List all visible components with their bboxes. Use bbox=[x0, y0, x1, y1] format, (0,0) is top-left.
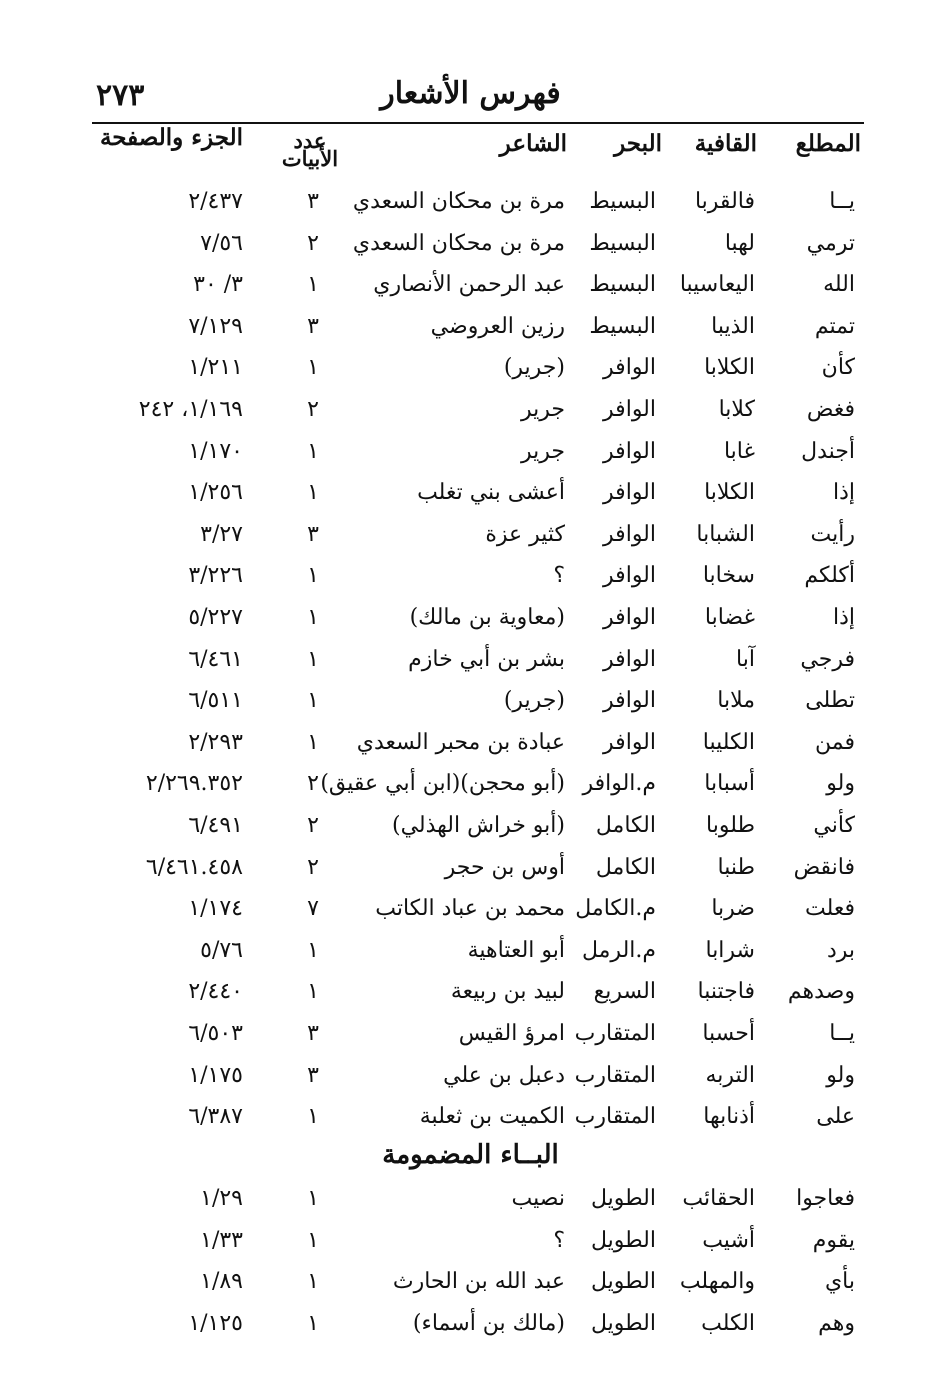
verse-count-cell: ١ bbox=[307, 272, 319, 298]
opening-cell: فانقض bbox=[793, 854, 855, 880]
rhyme-cell: أذنابها bbox=[703, 1104, 755, 1130]
poet-cell: (مالك بن أسماء) bbox=[412, 1310, 565, 1336]
verse-count-cell: ٣ bbox=[307, 521, 319, 547]
rhyme-cell: والمهلب bbox=[679, 1269, 755, 1295]
verse-count-cell: ١ bbox=[307, 979, 319, 1005]
opening-cell: فمن bbox=[815, 729, 855, 755]
meter-cell: م.الوافر bbox=[582, 771, 656, 797]
verse-count-cell: ٣ bbox=[307, 189, 319, 214]
opening-cell: وصدهم bbox=[787, 979, 855, 1005]
opening-cell: ولو bbox=[826, 1062, 855, 1088]
rhyme-cell: طنبا bbox=[717, 854, 755, 880]
table-row bbox=[0, 813, 941, 853]
opening-cell: ولو bbox=[826, 771, 855, 797]
verse-count-cell: ١ bbox=[307, 729, 319, 755]
verse-count-cell: ٣ bbox=[307, 313, 319, 339]
opening-cell: كأني bbox=[813, 813, 855, 838]
verse-count-cell: ١ bbox=[307, 438, 319, 464]
meter-cell: الوافر bbox=[603, 355, 656, 381]
verse-count-cell: ١ bbox=[307, 1186, 319, 1211]
rhyme-cell: أسبابا bbox=[704, 771, 755, 797]
meter-cell: الوافر bbox=[603, 563, 656, 589]
meter-cell: الوافر bbox=[603, 480, 656, 506]
meter-cell: الطويل bbox=[590, 1186, 656, 1211]
meter-cell: الوافر bbox=[603, 729, 656, 755]
page-number: ٢٧٣ bbox=[96, 78, 145, 113]
header-count-line2: الأبيات bbox=[281, 146, 339, 171]
volume-page-cell: ١/١٧٠ bbox=[188, 438, 243, 464]
poet-cell: لبيد بن ربيعة bbox=[450, 979, 565, 1005]
poet-cell: جرير bbox=[521, 397, 565, 422]
rhyme-cell: الكلب bbox=[701, 1310, 755, 1336]
verse-count-cell: ١ bbox=[307, 937, 319, 963]
header-meter: البحر bbox=[614, 130, 662, 157]
opening-cell: فغض bbox=[806, 397, 855, 422]
volume-page-cell: ٢/٢٩٣ bbox=[188, 729, 243, 755]
rhyme-cell: طلوبا bbox=[706, 813, 755, 838]
table-row bbox=[0, 938, 941, 978]
opening-cell: ترمي bbox=[806, 230, 855, 256]
header-ref: الجزء والصفحة bbox=[99, 124, 243, 151]
rhyme-cell: آبا bbox=[736, 646, 755, 672]
volume-page-cell: ٦/٤٦١ bbox=[188, 646, 243, 672]
opening-cell: فعلت bbox=[804, 896, 855, 922]
opening-cell: الله bbox=[823, 272, 855, 298]
poet-cell: رزين العروضي bbox=[430, 313, 565, 339]
verse-count-cell: ٣ bbox=[307, 1062, 319, 1088]
poet-cell: بشر بن أبي خازم bbox=[408, 646, 565, 672]
table-row bbox=[0, 397, 941, 437]
header-count bbox=[272, 128, 348, 171]
rhyme-cell: كلابا bbox=[718, 397, 755, 422]
table-row bbox=[0, 1269, 941, 1309]
table-row bbox=[0, 563, 941, 603]
opening-cell: تطلى bbox=[805, 688, 855, 714]
opening-cell: برد bbox=[826, 937, 855, 963]
table-row bbox=[0, 730, 941, 770]
poet-cell: مرة بن محكان السعدي bbox=[352, 230, 565, 256]
volume-page-cell: ٢/٤٤٠ bbox=[188, 979, 243, 1005]
meter-cell: الكامل bbox=[595, 813, 656, 838]
poet-cell: أعشى بني تغلب bbox=[417, 480, 565, 506]
rhyme-cell: ضربا bbox=[711, 896, 755, 922]
rhyme-cell: الكليبا bbox=[702, 729, 755, 755]
opening-cell: وهم bbox=[818, 1310, 855, 1336]
poet-cell: كثير عزة bbox=[485, 521, 565, 547]
meter-cell: م.الكامل bbox=[575, 896, 656, 922]
volume-page-cell: ٧/١٢٩ bbox=[188, 313, 243, 339]
rhyme-cell: الحقائب bbox=[682, 1186, 755, 1211]
verse-count-cell: ١ bbox=[307, 688, 319, 714]
table-row bbox=[0, 189, 941, 229]
verse-count-cell: ٣ bbox=[307, 1021, 319, 1046]
page-title: فهرس الأشعار bbox=[380, 76, 561, 111]
rhyme-cell: ملابا bbox=[717, 688, 755, 714]
volume-page-cell: ٢/٤٣٧ bbox=[188, 189, 243, 214]
poet-cell: نصيب bbox=[511, 1186, 565, 1211]
verse-count-cell: ٢ bbox=[307, 854, 319, 880]
volume-page-cell: ٦/٤٦١.٤٥٨ bbox=[145, 854, 243, 880]
poet-cell: مرة بن محكان السعدي bbox=[352, 189, 565, 214]
table-row bbox=[0, 1311, 941, 1351]
meter-cell: المتقارب bbox=[574, 1104, 656, 1130]
section-title: البــاء المضمومة bbox=[382, 1140, 559, 1170]
table-row bbox=[0, 979, 941, 1019]
table-row bbox=[0, 355, 941, 395]
poet-cell: دعبل بن علي bbox=[443, 1062, 565, 1088]
verse-count-cell: ٢ bbox=[307, 813, 319, 838]
rhyme-cell: فاجتنبا bbox=[697, 979, 755, 1005]
volume-page-cell: ٦/٥٠٣ bbox=[188, 1021, 243, 1046]
rhyme-cell: غابا bbox=[723, 438, 755, 464]
rhyme-cell: الشبابا bbox=[696, 521, 755, 547]
volume-page-cell: ١/٢٩ bbox=[200, 1186, 243, 1211]
volume-page-cell: ٥/٢٢٧ bbox=[188, 605, 243, 630]
opening-cell: على bbox=[816, 1104, 855, 1130]
meter-cell: المتقارب bbox=[574, 1062, 656, 1088]
rhyme-cell: الكلابا bbox=[704, 355, 755, 381]
table-row bbox=[0, 647, 941, 687]
meter-cell: الطويل bbox=[590, 1269, 656, 1295]
table-row bbox=[0, 522, 941, 562]
meter-cell: الطويل bbox=[590, 1310, 656, 1336]
poet-cell: (جرير) bbox=[503, 355, 565, 381]
rhyme-cell: أشيب bbox=[702, 1227, 755, 1253]
opening-cell: فرجي bbox=[800, 646, 855, 672]
rhyme-cell: شرابا bbox=[705, 937, 755, 963]
volume-page-cell: ٣/٢٧ bbox=[200, 521, 243, 547]
verse-count-cell: ١ bbox=[307, 480, 319, 506]
poet-cell: جرير bbox=[521, 438, 565, 464]
poet-cell: امرؤ القيس bbox=[458, 1021, 565, 1046]
rhyme-cell: سخابا bbox=[702, 563, 755, 589]
opening-cell: بأي bbox=[824, 1269, 855, 1295]
rhyme-cell: لهبا bbox=[724, 230, 755, 256]
verse-count-cell: ٢ bbox=[307, 397, 319, 422]
rhyme-cell: الذيبا bbox=[711, 313, 755, 339]
verse-count-cell: ٢ bbox=[307, 771, 319, 797]
table-row bbox=[0, 231, 941, 271]
meter-cell: الوافر bbox=[603, 521, 656, 547]
opening-cell: إذا bbox=[832, 605, 855, 630]
table-row bbox=[0, 272, 941, 312]
volume-page-cell: ١/٢٥٦ bbox=[188, 480, 243, 506]
volume-page-cell: ٦/٥١١ bbox=[188, 688, 243, 714]
volume-page-cell: ١/٨٩ bbox=[200, 1269, 243, 1295]
table-row bbox=[0, 1186, 941, 1226]
poet-cell: (معاوية بن مالك) bbox=[409, 605, 565, 630]
meter-cell: الوافر bbox=[603, 646, 656, 672]
table-row bbox=[0, 771, 941, 811]
volume-page-cell: ١/١٧٥ bbox=[188, 1062, 243, 1088]
volume-page-cell: ١/٢١١ bbox=[188, 355, 243, 381]
volume-page-cell: ١/١٦٩، ٢٤٢ bbox=[138, 397, 243, 422]
volume-page-cell: ١/٣٣ bbox=[200, 1227, 243, 1253]
poet-cell: عبد الله بن الحارث bbox=[392, 1269, 565, 1295]
meter-cell: المتقارب bbox=[574, 1021, 656, 1046]
rhyme-cell: اليعاسيبا bbox=[679, 272, 755, 298]
verse-count-cell: ٧ bbox=[307, 896, 319, 922]
meter-cell: البسيط bbox=[589, 272, 656, 298]
volume-page-cell: ١/١٧٤ bbox=[188, 896, 243, 922]
volume-page-cell: ٧/٥٦ bbox=[200, 230, 243, 256]
verse-count-cell: ١ bbox=[307, 1269, 319, 1295]
meter-cell: م.الرمل bbox=[581, 937, 656, 963]
volume-page-cell: ٥/٧٦ bbox=[200, 937, 243, 963]
table-row bbox=[0, 688, 941, 728]
table-row bbox=[0, 480, 941, 520]
verse-count-cell: ١ bbox=[307, 563, 319, 589]
volume-page-cell: ٦/٤٩١ bbox=[188, 813, 243, 838]
table-row bbox=[0, 1021, 941, 1061]
meter-cell: البسيط bbox=[589, 313, 656, 339]
meter-cell: الوافر bbox=[603, 688, 656, 714]
table-row bbox=[0, 1228, 941, 1268]
volume-page-cell: ٦/٣٨٧ bbox=[188, 1104, 243, 1130]
poet-cell: ؟ bbox=[553, 1227, 565, 1253]
opening-cell: كأن bbox=[821, 355, 855, 381]
opening-cell: يقوم bbox=[812, 1227, 855, 1253]
verse-count-cell: ٢ bbox=[307, 230, 319, 256]
poet-cell: أوس بن حجر bbox=[444, 854, 565, 880]
poet-cell: (أبو خراش الهذلي) bbox=[391, 813, 565, 838]
poet-cell: عبادة بن محبر السعدي bbox=[356, 729, 565, 755]
meter-cell: الكامل bbox=[595, 854, 656, 880]
poet-cell: ؟ bbox=[553, 563, 565, 589]
opening-cell: يــا bbox=[829, 1021, 855, 1046]
rhyme-cell: الكلابا bbox=[704, 480, 755, 506]
verse-count-cell: ١ bbox=[307, 1104, 319, 1130]
volume-page-cell: ١/١٢٥ bbox=[188, 1310, 243, 1336]
opening-cell: أجندل bbox=[801, 438, 855, 464]
meter-cell: الطويل bbox=[590, 1227, 656, 1253]
meter-cell: الوافر bbox=[603, 438, 656, 464]
poet-cell: عبد الرحمن الأنصاري bbox=[373, 272, 565, 298]
rhyme-cell: غضابا bbox=[704, 605, 755, 630]
poet-cell: (أبو محجن)(ابن أبي عقيق) bbox=[320, 771, 565, 797]
verse-count-cell: ١ bbox=[307, 1227, 319, 1253]
meter-cell: السريع bbox=[593, 979, 656, 1005]
table-row bbox=[0, 1063, 941, 1103]
opening-cell: إذا bbox=[832, 480, 855, 506]
header-opening: المطلع bbox=[795, 130, 861, 157]
poet-cell: (جرير) bbox=[503, 688, 565, 714]
table-row bbox=[0, 855, 941, 895]
table-row bbox=[0, 1104, 941, 1144]
meter-cell: البسيط bbox=[589, 230, 656, 256]
volume-page-cell: ٣/٢٢٦ bbox=[188, 563, 243, 589]
table-row bbox=[0, 896, 941, 936]
poet-cell: الكميت بن ثعلبة bbox=[419, 1104, 565, 1130]
poet-cell: محمد بن عباد الكاتب bbox=[375, 896, 565, 922]
verse-count-cell: ١ bbox=[307, 646, 319, 672]
meter-cell: البسيط bbox=[589, 189, 656, 214]
verse-count-cell: ١ bbox=[307, 1310, 319, 1336]
meter-cell: الوافر bbox=[603, 605, 656, 630]
table-row bbox=[0, 439, 941, 479]
rhyme-cell: أحسبا bbox=[702, 1021, 755, 1046]
table-row bbox=[0, 605, 941, 645]
verse-count-cell: ١ bbox=[307, 605, 319, 630]
opening-cell: أكلكم bbox=[804, 563, 855, 589]
opening-cell: رأيت bbox=[810, 521, 855, 547]
table-row bbox=[0, 314, 941, 354]
header-poet: الشاعر bbox=[499, 130, 567, 157]
volume-page-cell: ٢/٢٦٩.٣٥٢ bbox=[145, 771, 243, 797]
meter-cell: الوافر bbox=[603, 397, 656, 422]
volume-page-cell: ٣/ ٣٠ bbox=[193, 272, 243, 298]
verse-count-cell: ١ bbox=[307, 355, 319, 381]
rhyme-cell: فالقربا bbox=[694, 189, 755, 214]
header-rhyme: القافية bbox=[694, 130, 757, 157]
opening-cell: فعاجوا bbox=[796, 1186, 855, 1211]
poet-cell: أبو العتاهية bbox=[467, 937, 565, 963]
rhyme-cell: التربه bbox=[705, 1062, 755, 1088]
opening-cell: يــا bbox=[829, 189, 855, 214]
opening-cell: تمتم bbox=[814, 313, 855, 339]
header-count-line1: عدد bbox=[293, 128, 327, 153]
